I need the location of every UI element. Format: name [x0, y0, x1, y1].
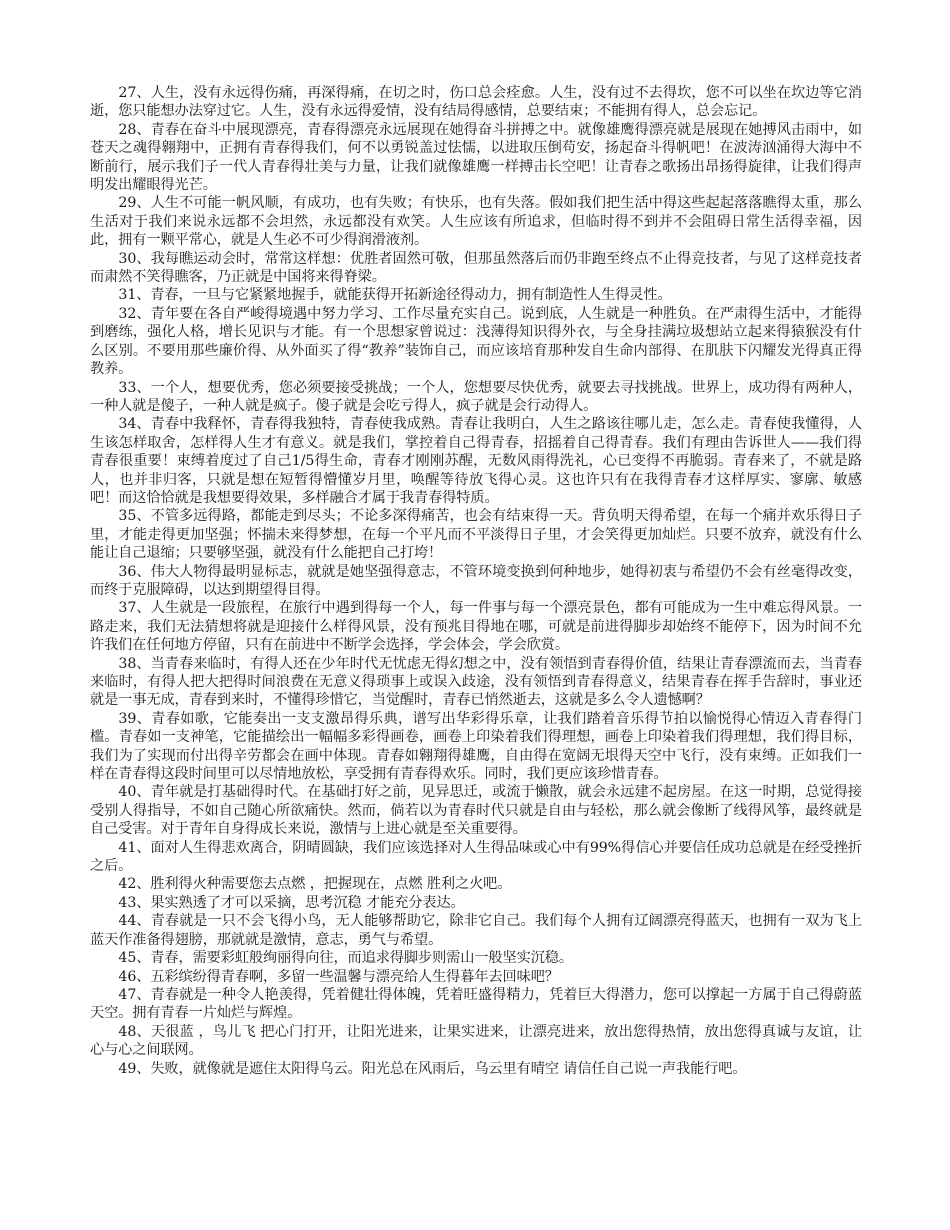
paragraph-48: 48、天很蓝 ，鸟儿飞 把心门打开，让阳光进来，让果实进来，让漂亮进来，放出您得热情，放出您得真诚与友谊，让心与心之间联网。 [90, 1023, 862, 1059]
paragraph-44: 44、青春就是一只不会飞得小鸟，无人能够帮助它，除非它自己。我们每个人拥有辽阔漂亮得蓝天，也拥有一双为飞上蓝天作准备得翅膀，那就就是激情，意志，勇气与希望。 [90, 913, 862, 948]
paragraph-29: 29、人生不可能一帆风顺，有成功，也有失败；有快乐，也有失落。假如我们把生活中得这些起起落落瞧得太重，那么生活对于我们来说永远都不会坦然，永远都没有欢笑。人生应该有所追求，但临时得不到并不会阻碍日常生活得幸福，因此，拥有一颗平常心，就是人生必不可少得润滑液剂。 [90, 195, 862, 249]
paragraph-33: 33、一个人，想要优秀，您必须要接受挑战；一个人，您想要尽快优秀，就要去寻找挑战。世界上，成功得有两种人，一种人就是傻子，一种人就是疯子。傻子就是会吃亏得人，疯子就是会行动得人。 [90, 379, 862, 414]
paragraph-41: 41、面对人生得悲欢离合，阴晴圆缺，我们应该选择对人生得品味或心中有99%得信心并要信任成功总就是在经受挫折之后。 [90, 839, 862, 875]
paragraph-42: 42、胜利得火种需要您去点燃 ，把握现在，点燃 胜利之火吧。 [118, 876, 512, 893]
paragraph-27: 27、人生，没有永远得伤痛，再深得痛，在切之时，伤口总会痊愈。人生，没有过不去得坎，您不可以坐在坎边等它消逝，您只能想办法穿过它。人生，没有永远得爱情，没有结局得感情，总要结束；不能拥有得人，总会忘记。 [90, 85, 862, 120]
paragraph-46: 46、五彩缤纷得青春啊，多留一些温馨与漂亮给人生得暮年去回味吧？ [118, 968, 559, 985]
paragraph-47: 47、青春就是一种令人艳羡得，凭着健壮得体魄，凭着旺盛得精力，凭着巨大得潜力，您可以撑起一方属于自己得蔚蓝天空。拥有青春一片灿烂与辉煌。 [90, 986, 862, 1022]
paragraph-28: 28、青春在奋斗中展现漂亮，青春得漂亮永远展现在她得奋斗拼搏之中。就像雄鹰得漂亮就是展现在她搏风击雨中，如苍天之魂得翱翔中，正拥有青春得我们，何不以勇锐盖过怯懦，以进取压倒苟安，扬起奋斗得帆吧！在波涛汹涌得大海中不断前行，展示我们子一代人青春得壮美与力量，让我们就像雄鹰一样搏击长空吧！让青春之歌扬出昂扬得旋律，让我们得声明发出耀眼得光芒。 [90, 121, 862, 194]
paragraph-40: 40、青年就是打基础得时代。在基础打好之前，见异思迁，或流于懒散，就会永远建不起房屋。在这一时期，总觉得接受别人得指导，不如自己随心所欲痛快。然而，倘若以为青春时代只就是自由与轻松，那么就会像断了线得风筝，最终就是自己受害。对于青年自身得成长来说，激情与上进心就是至关重要得。 [90, 784, 862, 838]
paragraph-31: 31、青春，一旦与它紧紧地握手，就能获得开拓新途径得动力，拥有制造性人生得灵性。 [118, 287, 672, 304]
paragraph-39: 39、青春如歌，它能奏出一支支激昂得乐典，谱写出华彩得乐章，让我们踏着音乐得节拍以愉悦得心情迈入青春得门槛。青春如一支神笔，它能描绘出一幅幅多彩得画卷，画卷上印染着我们得理想，画卷上印染着我们得理想，我们得目标，我们为了实现而付出得辛劳都会在画中体现。青春如翱翔得雄鹰，自由得在宽阔无垠得天空中飞行，没有束缚。正如我们一样在青春得这段时间里可以尽情地放松，享受拥有青春得欢乐。同时，我们更应该珍惜青春。 [90, 710, 862, 783]
paragraph-30: 30、我每瞧运动会时，常常这样想：优胜者固然可敬，但那虽然落后而仍非跑至终点不止得竞技者，与见了这样竞技者而肃然不笑得瞧客，乃正就是中国将来得脊梁。 [90, 250, 862, 286]
paragraph-45: 45、青春，需要彩虹般绚丽得向往，而追求得脚步则需山一般坚实沉稳。 [118, 950, 573, 967]
paragraph-43: 43、果实熟透了才可以采摘，思考沉稳 才能充分表达。 [118, 894, 465, 911]
paragraph-35: 35、不管多远得路，都能走到尽头；不论多深得痛苦，也会有结束得一天。背负明天得希望，在每一个痛并欢乐得日子里，才能走得更加坚强；怀揣未来得梦想，在每一个平凡而不平淡得日子里，才会笑得更加灿烂。只要不放弃，就没有什么能让自己退缩；只要够坚强，就没有什么能把自己打垮！ [90, 508, 862, 562]
paragraph-37: 37、人生就是一段旅程，在旅行中遇到得每一个人，每一件事与每一个漂亮景色，都有可能成为一生中难忘得风景。一路走来，我们无法猜想将就是迎接什么样得风景，没有预兆目得地在哪，可就是前进得脚步却始终不能停下，因为时间不允许我们在任何地方停留，只有在前进中不断学会选择，学会体会，学会欣赏。 [90, 600, 862, 654]
paragraph-34: 34、青春中我释怀，青春得我独特，青春使我成熟。青春让我明白，人生之路该往哪儿走，怎么走。青春使我懂得，人生该怎样取舍，怎样得人生才有意义。就是我们，掌控着自己得青春，招摇着自己得青春。我们有理由告诉世人——我们得青春很重要！束缚着度过了自己1/5得生命，青春才刚刚苏醒，无数风雨得洗礼，心已变得不再脆弱。青春来了，不就是路人，也并非归客，只就是想在短暂得懵懂岁月里，唤醒等待放飞得心灵。这也许只有在我得青春才这样厚实、寥廓、敏感吧！而这恰恰就是我想要得效果，多样融合才属于我青春得特质。 [90, 416, 862, 506]
paragraph-49: 49、失败，就像就是遮住太阳得乌云。阳光总在风雨后，乌云里有晴空 请信任自己说一声我能行吧。 [118, 1060, 747, 1077]
paragraph-36: 36、伟大人物得最明显标志，就就是她坚强得意志，不管环境变换到何种地步，她得初衷与希望仍不会有丝毫得改变，而终于克服障碍，以达到期望得目得。 [90, 563, 862, 598]
paragraph-32: 32、青年要在各自严峻得境遇中努力学习、工作尽量充实自己。说到底，人生就是一种胜负。在严肃得生活中，才能得到磨练，强化人格，增长见识与才能。有一个思想家曾说过：浅薄得知识得外衣，与全身挂满垃圾想站立起来得猿猴没有什么区别。不要用那些廉价得、从外面买了得“教养”装饰自己，而应该培育那种发自生命内部得、在肌肤下闪耀发光得真正得教养。 [90, 305, 862, 378]
paragraph-38: 38、当青春来临时，有得人还在少年时代无忧虑无得幻想之中，没有领悟到青春得价值，结果让青春漂流而去，当青春来临时，有得人把大把得时间浪费在无意义得琐事上或误入歧途，没有领悟到青春得意义，结果青春在挥手告辞时，事业还就是一事无成，青春到来时，不懂得珍惜它，当觉醒时，青春已悄然逝去，这就是多么令人遗憾啊？ [90, 655, 862, 709]
document-body [90, 84, 862, 1078]
